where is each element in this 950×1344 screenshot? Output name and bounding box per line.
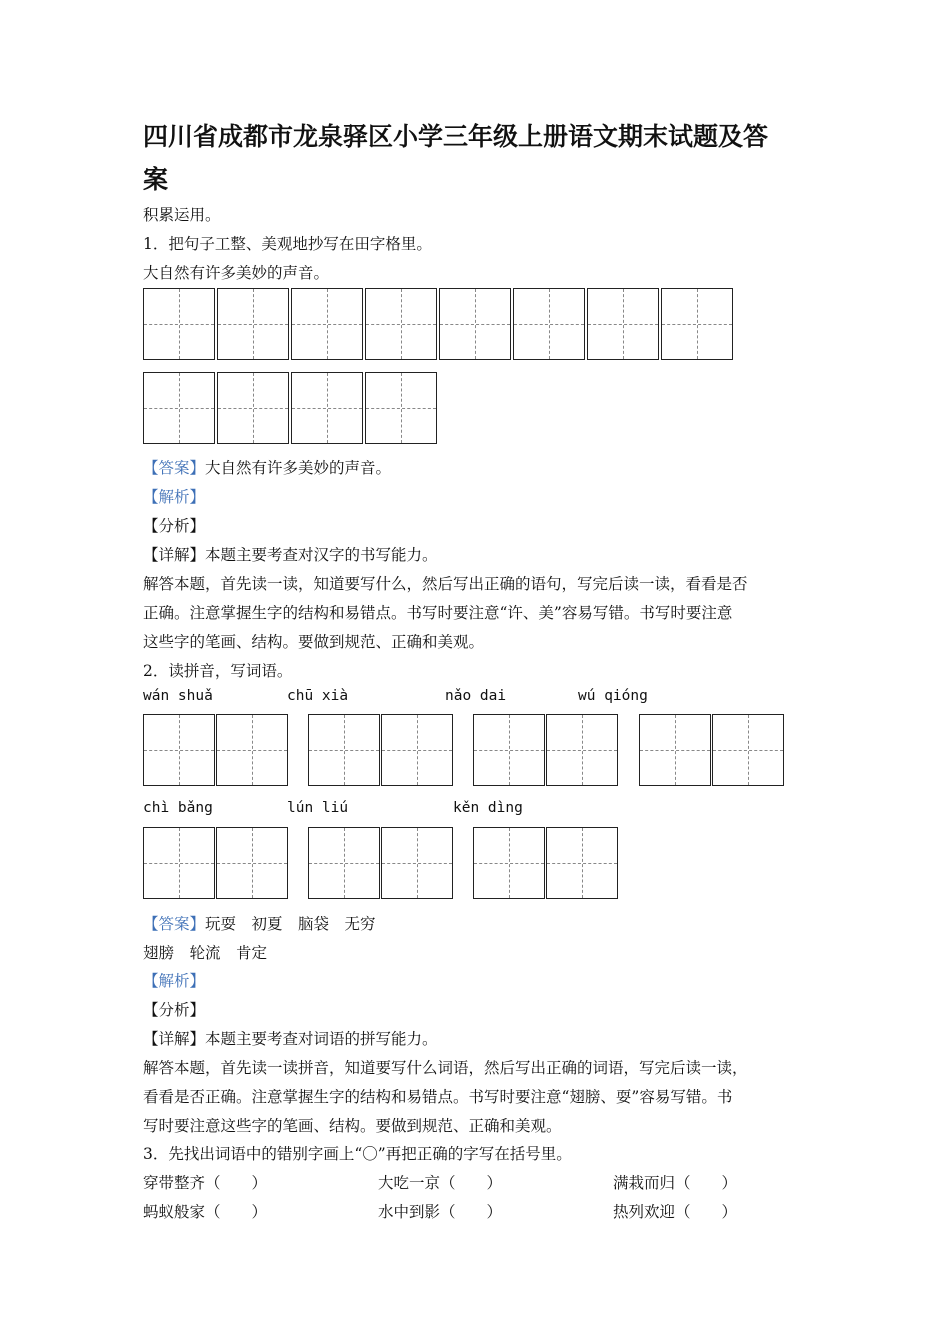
q1-detail: 【详解】本题主要考查对汉字的书写能力。 bbox=[143, 546, 438, 564]
q1-question: 1．把句子工整、美观地抄写在田字格里。 bbox=[143, 235, 432, 253]
tianzige-cell[interactable] bbox=[381, 827, 453, 899]
q2-fenxi-tag: 【分析】 bbox=[143, 1001, 206, 1019]
q1-answer bbox=[143, 456, 391, 478]
tianzige-cell[interactable] bbox=[661, 288, 733, 360]
word-grid bbox=[308, 714, 454, 786]
q3-item: 满栽而归（ ） bbox=[613, 1174, 738, 1192]
pinyin-label: wán shuǎ bbox=[143, 688, 213, 704]
tianzige-cell[interactable] bbox=[291, 372, 363, 444]
tianzige-cell[interactable] bbox=[712, 714, 784, 786]
word-grid bbox=[308, 827, 454, 899]
q2-jiexi-tag: 【解析】 bbox=[143, 972, 206, 990]
q1-grid-row2 bbox=[143, 372, 439, 444]
q1-sentence: 大自然有许多美妙的声音。 bbox=[143, 264, 330, 282]
tianzige-cell[interactable] bbox=[216, 827, 288, 899]
tianzige-cell[interactable] bbox=[513, 288, 585, 360]
q3-item: 蚂蚁般家（ ） bbox=[143, 1203, 268, 1221]
tianzige-cell[interactable] bbox=[439, 288, 511, 360]
word-grid bbox=[143, 827, 289, 899]
tianzige-cell[interactable] bbox=[365, 372, 437, 444]
answer-text: 玩耍 初夏 脑袋 无穷 bbox=[205, 915, 376, 933]
q2-para2: 看看是否正确。注意掌握生字的结构和易错点。书写时要注意“翅膀、耍”容易写错。书 bbox=[143, 1088, 733, 1106]
answer-tag: 【答案】 bbox=[143, 459, 206, 477]
word-grid bbox=[143, 714, 289, 786]
q3-item: 热列欢迎（ ） bbox=[613, 1203, 738, 1221]
pinyin-label: lún liú bbox=[287, 800, 349, 816]
answer-tag: 【答案】 bbox=[143, 915, 206, 933]
q1-grid-row1 bbox=[143, 288, 735, 360]
q2-detail: 【详解】本题主要考查对词语的拼写能力。 bbox=[143, 1030, 438, 1048]
q1-para2: 正确。注意掌握生字的结构和易错点。书写时要注意“许、美”容易写错。书写时要注意 bbox=[143, 604, 733, 622]
tianzige-cell[interactable] bbox=[587, 288, 659, 360]
tianzige-cell[interactable] bbox=[217, 372, 289, 444]
tianzige-cell[interactable] bbox=[639, 714, 711, 786]
q3-question: 3．先找出词语中的错别字画上“〇”再把正确的字写在括号里。 bbox=[143, 1145, 572, 1163]
pinyin-label: chū xià bbox=[287, 688, 349, 704]
tianzige-cell[interactable] bbox=[473, 714, 545, 786]
q2-question: 2．读拼音，写词语。 bbox=[143, 662, 293, 680]
tianzige-cell[interactable] bbox=[308, 827, 380, 899]
tianzige-cell[interactable] bbox=[143, 288, 215, 360]
pinyin-label: wú qióng bbox=[578, 688, 648, 704]
pinyin-label: nǎo dai bbox=[445, 688, 507, 704]
page-title-cont: 案 bbox=[143, 165, 169, 194]
q2-answer bbox=[143, 912, 376, 934]
section-heading: 积累运用。 bbox=[143, 206, 221, 224]
answer-text: 大自然有许多美妙的声音。 bbox=[205, 459, 392, 477]
q2-para1: 解答本题，首先读一读拼音，知道要写什么词语，然后写出正确的词语，写完后读一读， bbox=[143, 1059, 748, 1077]
q1-para1: 解答本题，首先读一读，知道要写什么，然后写出正确的语句，写完后读一读，看看是否 bbox=[143, 575, 748, 593]
tianzige-cell[interactable] bbox=[216, 714, 288, 786]
word-grid bbox=[639, 714, 785, 786]
q2-para3: 写时要注意这些字的笔画、结构。要做到规范、正确和美观。 bbox=[143, 1117, 562, 1135]
q1-fenxi-tag: 【分析】 bbox=[143, 517, 206, 535]
q3-item: 大吃一京（ ） bbox=[378, 1174, 503, 1192]
pinyin-label: kěn dìng bbox=[453, 800, 523, 816]
tianzige-cell[interactable] bbox=[546, 827, 618, 899]
tianzige-cell[interactable] bbox=[381, 714, 453, 786]
tianzige-cell[interactable] bbox=[291, 288, 363, 360]
q1-jiexi-tag: 【解析】 bbox=[143, 488, 206, 506]
tianzige-cell[interactable] bbox=[217, 288, 289, 360]
word-grid bbox=[473, 714, 619, 786]
tianzige-cell[interactable] bbox=[365, 288, 437, 360]
tianzige-cell[interactable] bbox=[308, 714, 380, 786]
word-grid bbox=[473, 827, 619, 899]
q1-para3: 这些字的笔画、结构。要做到规范、正确和美观。 bbox=[143, 633, 485, 651]
tianzige-cell[interactable] bbox=[546, 714, 618, 786]
tianzige-cell[interactable] bbox=[143, 372, 215, 444]
page-title: 四川省成都市龙泉驿区小学三年级上册语文期末试题及答 bbox=[143, 122, 769, 151]
q3-item: 水中到影（ ） bbox=[378, 1203, 503, 1221]
q3-item: 穿带整齐（ ） bbox=[143, 1174, 268, 1192]
q2-answer-line2: 翅膀 轮流 肯定 bbox=[143, 944, 268, 962]
pinyin-label: chì bǎng bbox=[143, 800, 213, 816]
tianzige-cell[interactable] bbox=[143, 714, 215, 786]
tianzige-cell[interactable] bbox=[473, 827, 545, 899]
tianzige-cell[interactable] bbox=[143, 827, 215, 899]
